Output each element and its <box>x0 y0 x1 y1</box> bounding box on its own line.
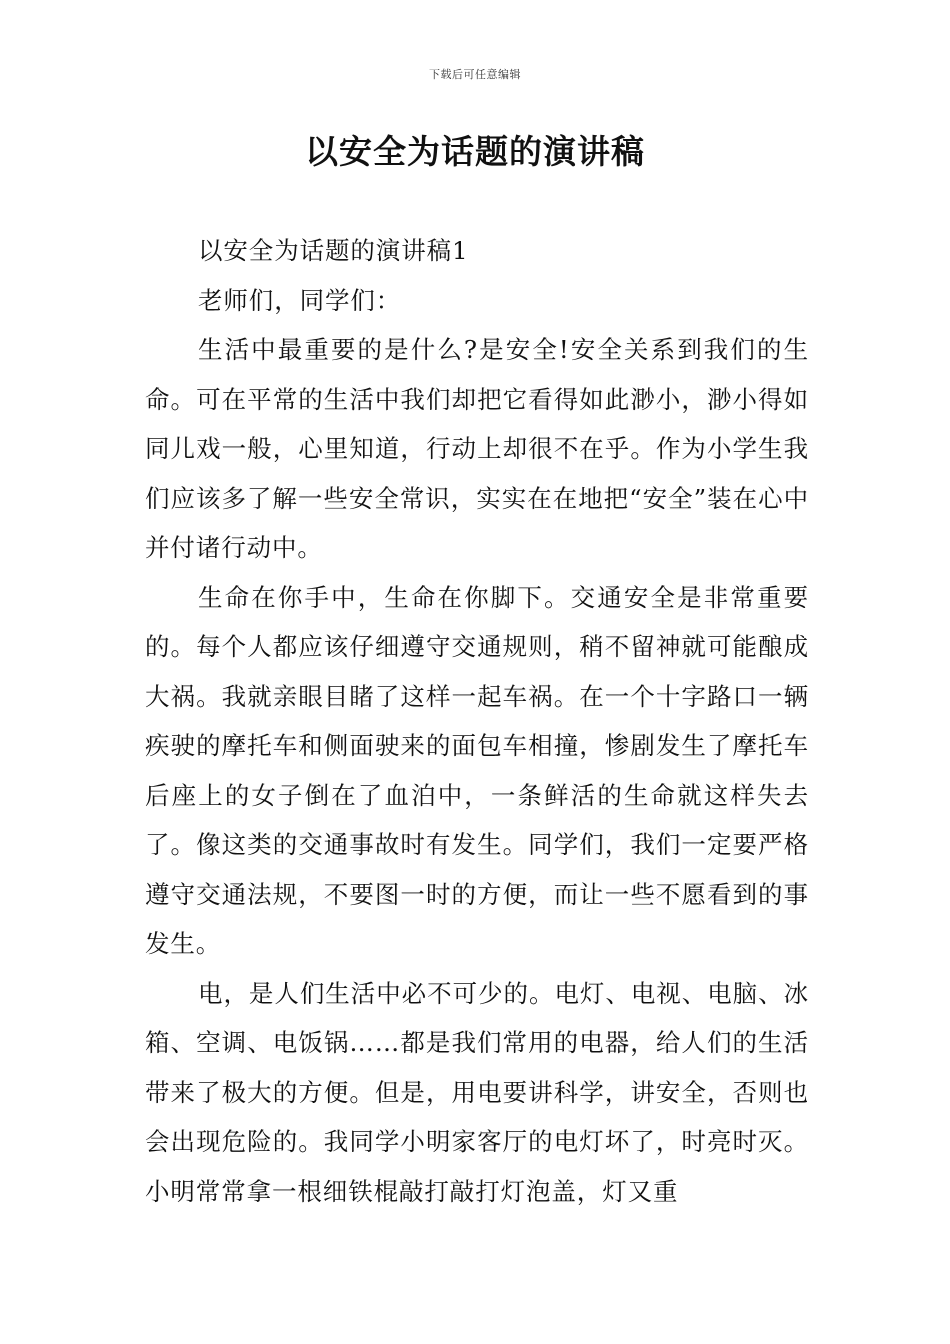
subtitle-paragraph: 以安全为话题的演讲稿1 <box>198 236 469 265</box>
header-note: 下载后可任意编辑 <box>429 68 521 81</box>
document-body <box>145 226 809 1216</box>
document-title: 以安全为话题的演讲稿 <box>305 132 645 171</box>
salutation-paragraph: 老师们，同学们： <box>198 285 402 315</box>
body-paragraph: 电，是人们生活中必不可少的。电灯、电视、电脑、冰箱、空调、电饭锅……都是我们常用的电器，给人们的生活带来了极大的方便。但是，用电要讲科学，讲安全，否则也会出现危险的。我同学小明家客厅的电灯坏了，时亮时灭。小明常常拿一根细铁棍敲打敲打灯泡盖，灯又重 <box>145 978 809 1206</box>
body-paragraph: 生活中最重要的是什么?是安全!安全关系到我们的生命。可在平常的生活中我们却把它看得如此渺小，渺小得如同儿戏一般，心里知道，行动上却很不在乎。作为小学生我们应该多了解一些安全常识，实实在在地把“安全”装在心中并付诸行动中。 <box>145 335 809 562</box>
body-paragraph: 生命在你手中，生命在你脚下。交通安全是非常重要的。每个人都应该仔细遵守交通规则，稍不留神就可能酿成大祸。我就亲眼目睹了这样一起车祸。在一个十字路口一辆疾驶的摩托车和侧面驶来的面包车相撞，惨剧发生了摩托车后座上的女子倒在了血泊中，一条鲜活的生命就这样失去了。像这类的交通事故时有发生。同学们，我们一定要严格遵守交通法规，不要图一时的方便，而让一些不愿看到的事发生。 <box>145 582 809 958</box>
